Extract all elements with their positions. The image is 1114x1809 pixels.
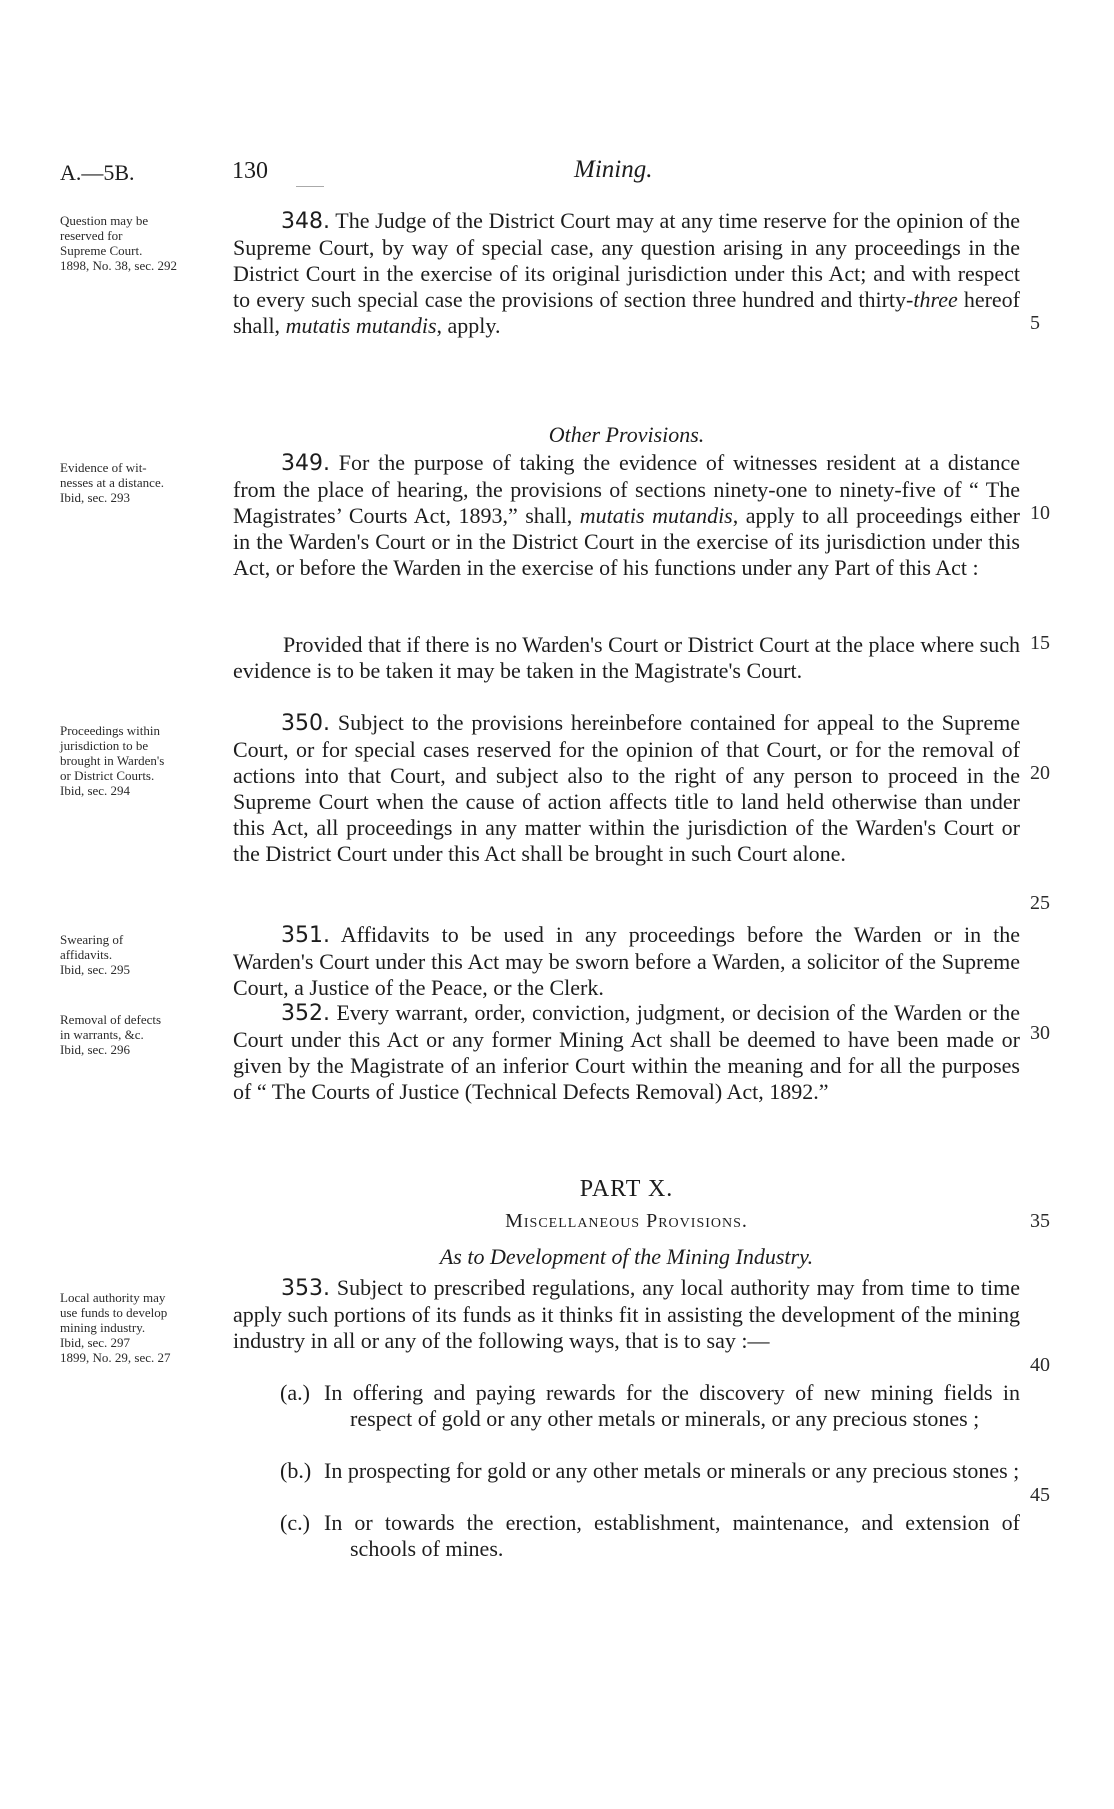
section-text: For the purpose of taking the evidence of witnesses resident at a distance from the place of hearing, the provisions of sections ninety-one to ninety-five of “ The Magistrates’ Courts Act, 1893,” shall,	[233, 450, 1020, 528]
list-item-c	[280, 1510, 1020, 1562]
section-text: , apply to all proceedings either in the Warden's Court or in the District Court in the exercise of its jurisdiction under this Act, or before the Warden in the exercise of his functions under any Part of this Act :	[233, 503, 1021, 580]
line-number: 5	[1030, 312, 1040, 334]
latin-phrase: mutatis mutandis	[285, 313, 437, 338]
section-352	[233, 1000, 1020, 1105]
margin-note-line: in warrants, &c.	[60, 1027, 144, 1042]
list-label: (a.)	[280, 1380, 310, 1405]
margin-note-350	[60, 723, 230, 798]
margin-note-line: reserved for	[60, 228, 123, 243]
section-number: 353.	[281, 1276, 330, 1301]
margin-note-line: Question may be	[60, 213, 149, 228]
page-title: Mining.	[574, 156, 653, 183]
section-351	[233, 922, 1020, 1001]
margin-note-line: brought in Warden's	[60, 753, 165, 768]
section-349	[233, 450, 1020, 581]
margin-note-line: Removal of defects	[60, 1012, 162, 1027]
section-text: Affidavits to be used in any proceedings before the Warden or in the Warden's Court under this Act may be sworn before a Warden, a solicitor of the Supreme Court, a Justice of the Peace, or the Clerk.	[233, 922, 1020, 1000]
page-number: 130	[232, 158, 268, 184]
margin-note-line: or District Courts.	[60, 768, 155, 783]
margin-note-line: mining industry.	[60, 1320, 146, 1335]
document-code: A.—5B.	[60, 160, 135, 185]
section-number: 352.	[281, 1001, 330, 1026]
section-348	[233, 208, 1020, 339]
section-350	[233, 710, 1020, 867]
section-349-proviso: Provided that if there is no Warden's Court or District Court at the place where such evidence is to be taken it may be taken in the Magistrate's Court.	[233, 632, 1020, 683]
heading-development: As to Development of the Mining Industry.	[439, 1244, 814, 1269]
margin-note-line: Supreme Court.	[60, 243, 143, 258]
section-number: 348.	[281, 209, 330, 234]
margin-note-349	[60, 460, 230, 505]
line-number: 45	[1030, 1484, 1050, 1506]
line-number: 15	[1030, 632, 1050, 654]
section-353	[233, 1275, 1020, 1354]
section-text: Subject to prescribed regulations, any local authority may from time to time apply such portions of its funds as it thinks fit in assisting the development of the mining industry in all or any of the following ways, that is to say :—	[233, 1275, 1020, 1353]
heading-other-provisions: Other Provisions.	[548, 422, 705, 447]
margin-note-line: Proceedings within	[60, 723, 161, 738]
line-number: 30	[1030, 1022, 1050, 1044]
margin-note-line: 1898, No. 38, sec. 292	[60, 258, 177, 273]
section-number: 350.	[281, 711, 330, 736]
margin-note-line: Evidence of wit-	[60, 460, 147, 475]
margin-note-line: jurisdiction to be	[60, 738, 149, 753]
list-text: In offering and paying rewards for the discovery of new mining fields in respect of gold or any other metals or minerals, or any precious stones ;	[324, 1380, 1020, 1431]
margin-note-351	[60, 932, 230, 977]
section-text: hereof shall,	[233, 287, 1021, 338]
list-item-b	[280, 1458, 1020, 1484]
part-subtitle: Miscellaneous Provisions.	[505, 1210, 748, 1232]
margin-note-line: Ibid, sec. 295	[60, 962, 131, 977]
margin-note-line: Local authority may	[60, 1290, 166, 1305]
section-number: 351.	[281, 923, 330, 948]
list-item-a	[280, 1380, 1020, 1432]
line-number: 20	[1030, 762, 1050, 784]
margin-note-line: Ibid, sec. 294	[60, 783, 131, 798]
line-number: 10	[1030, 502, 1050, 524]
line-number: 25	[1030, 892, 1050, 914]
latin-phrase: mutatis mutandis	[579, 503, 733, 528]
section-text: Subject to the provisions hereinbefore contained for appeal to the Supreme Court, or for special cases reserved for the opinion of that Court, or for the removal of actions into that Court, and subject also to the right of any person to proceed in the Supreme Court when the cause of action affects title to land held otherwise than under this Act, all proceedings in any matter within the jurisdiction of the Warden's Court or the District Court under this Act shall be brought in such Court alone.	[233, 710, 1020, 866]
margin-note-line: 1899, No. 29, sec. 27	[60, 1350, 171, 1365]
margin-note-line: use funds to develop	[60, 1305, 168, 1320]
line-number: 40	[1030, 1354, 1050, 1376]
section-number: 349.	[281, 451, 330, 476]
list-text: In prospecting for gold or any other metals or minerals or any precious stones ;	[324, 1458, 1020, 1483]
margin-note-348	[60, 213, 230, 273]
margin-note-line: affidavits.	[60, 947, 113, 962]
list-label: (b.)	[280, 1458, 312, 1483]
margin-note-353	[60, 1290, 230, 1365]
margin-note-line: nesses at a distance.	[60, 475, 164, 490]
list-label: (c.)	[280, 1510, 310, 1535]
section-text: The Judge of the District Court may at any time reserve for the opinion of the Supreme Court, by way of special case, any question arising in any proceedings in the District Court in the exercise of its original jurisdiction under this Act; and with respect to every such special case the provisions of section three hundred and thirty-	[233, 208, 1020, 312]
list-text: In or towards the erection, establishment, maintenance, and extension of schools of mines.	[324, 1510, 1020, 1561]
line-number: 35	[1030, 1210, 1050, 1232]
section-text: Every warrant, order, conviction, judgment, or decision of the Warden or the Court under this Act or any former Mining Act shall be deemed to have been made or given by the Magistrate of an inferior Court within the meaning and for all the purposes of “ The Courts of Justice (Technical Defects Removal) Act, 1892.”	[233, 1000, 1021, 1104]
section-text-italic: three	[913, 287, 958, 312]
header-rule	[296, 186, 324, 187]
margin-note-352	[60, 1012, 230, 1057]
part-title: PART X.	[579, 1176, 674, 1202]
margin-note-line: Ibid, sec. 296	[60, 1042, 131, 1057]
margin-note-line: Swearing of	[60, 932, 124, 947]
margin-note-line: Ibid, sec. 293	[60, 490, 131, 505]
margin-note-line: Ibid, sec. 297	[60, 1335, 131, 1350]
section-text: , apply.	[436, 313, 501, 338]
